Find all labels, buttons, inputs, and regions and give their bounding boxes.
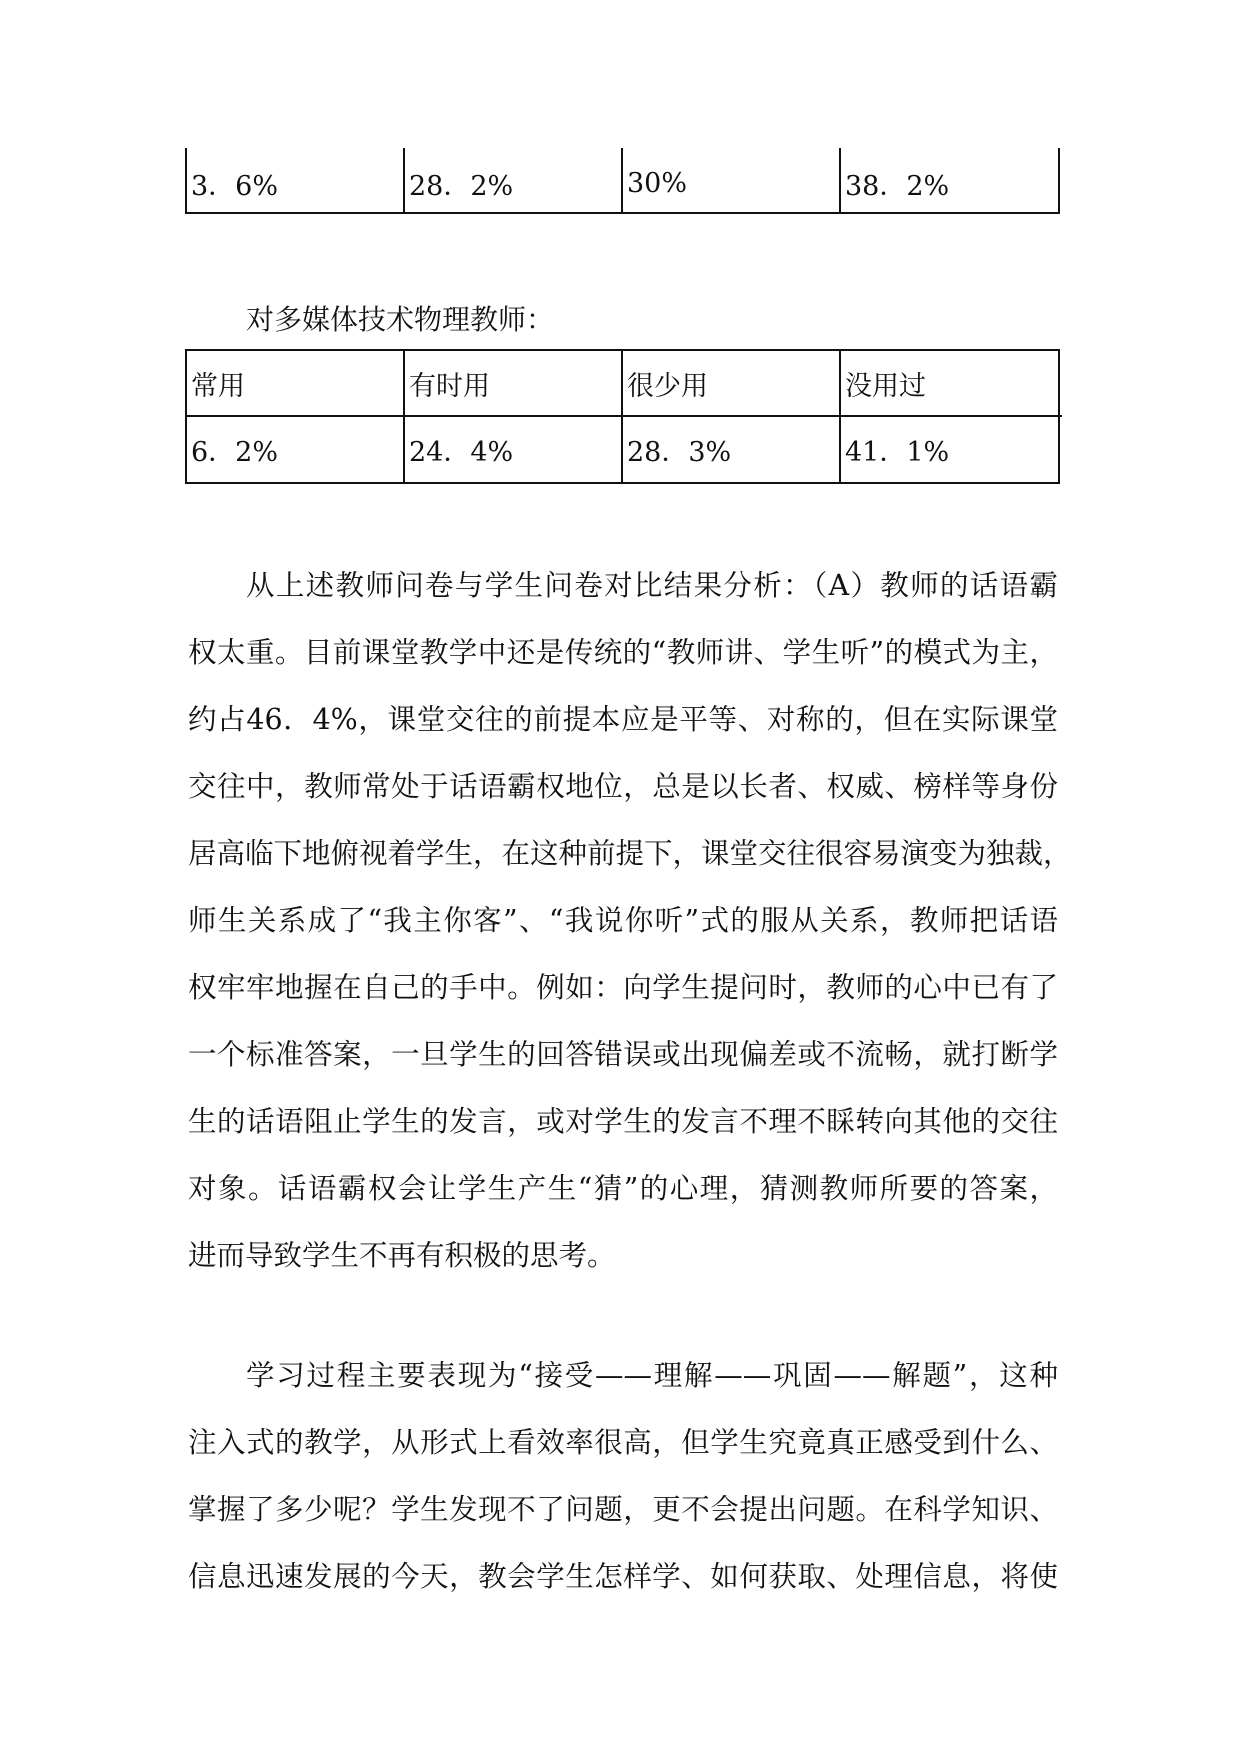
paragraph-line: 权牢牢地握在自己的手中。例如：向学生提问时，教师的心中已有了	[188, 971, 1058, 1004]
paragraph-line: 生的话语阻止学生的发言，或对学生的发言不理不睬转向其他的交往	[188, 1105, 1058, 1138]
table-cell: 38．2%	[845, 170, 950, 202]
table-caption: 对多媒体技术物理教师：	[246, 303, 555, 336]
paragraph-line: 对象。话语霸权会让学生产生“猜”的心理，猜测教师所要的答案，	[188, 1172, 1058, 1205]
table-header-cell: 常用	[187, 351, 405, 417]
paragraph-line: 约占46．4%，课堂交往的前提本应是平等、对称的，但在实际课堂	[188, 703, 1058, 736]
paragraph-line: 注入式的教学，从形式上看效率很高，但学生究竟真正感受到什么、	[188, 1426, 1058, 1459]
table-cell: 24．4%	[405, 417, 623, 482]
paragraph-line: 权太重。目前课堂教学中还是传统的“教师讲、学生听”的模式为主，	[188, 636, 1058, 669]
table-cell: 28．2%	[405, 148, 623, 212]
paragraph-line: 进而导致学生不再有积极的思考。	[188, 1239, 616, 1272]
paragraph-line: 居高临下地俯视着学生，在这种前提下，课堂交往很容易演变为独裁，	[188, 837, 1072, 870]
paragraph-line: 从上述教师问卷与学生问卷对比结果分析：（A）教师的话语霸	[246, 569, 1058, 602]
table-header-cell: 很少用	[623, 351, 841, 417]
table-cell: 41．1%	[845, 437, 950, 468]
paragraph-line: 一个标准答案，一旦学生的回答错误或出现偏差或不流畅，就打断学	[188, 1038, 1058, 1071]
paragraph-line: 交往中，教师常处于话语霸权地位，总是以长者、权威、榜样等身份	[188, 770, 1058, 803]
paragraph-line: 信息迅速发展的今天，教会学生怎样学、如何获取、处理信息，将使	[188, 1560, 1058, 1593]
paragraph-line: 师生关系成了“我主你客”、“我说你听”式的服从关系，教师把话语	[188, 904, 1058, 937]
learning-process-paragraph	[188, 1342, 1058, 1610]
table-cell: 3．6%	[187, 148, 405, 212]
table-cell: 30%	[623, 148, 841, 212]
table-header-cell: 没用过	[841, 351, 1062, 417]
table-header-cell: 有时用	[405, 351, 623, 417]
table-cell: 6．2%	[187, 417, 405, 482]
analysis-paragraph	[188, 552, 1072, 1289]
paragraph-line: 掌握了多少呢？学生发现不了问题，更不会提出问题。在科学知识、	[188, 1493, 1058, 1526]
multimedia-usage-table	[185, 349, 1060, 484]
paragraph-line: 学习过程主要表现为“接受——理解——巩固——解题”，这种	[246, 1359, 1058, 1392]
table-cell: 28．3%	[623, 417, 841, 482]
percentage-table-continued	[185, 148, 1060, 214]
